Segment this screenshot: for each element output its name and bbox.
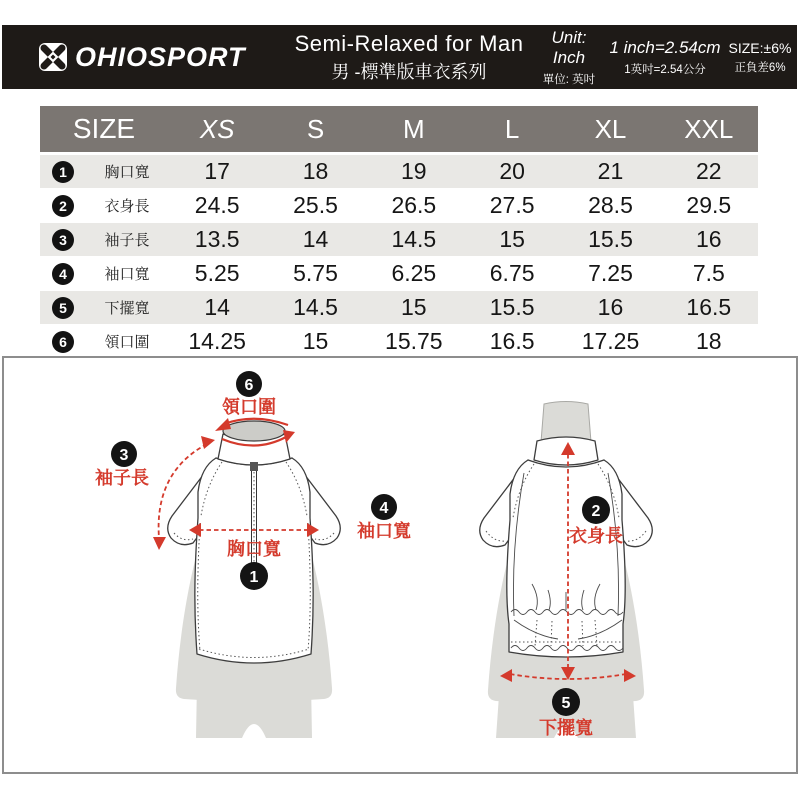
unit-note bbox=[534, 25, 604, 89]
marker-2-number: 2 bbox=[591, 503, 601, 520]
chart-title-zh: 男 -標準版車衣系列 bbox=[331, 61, 487, 82]
cell: 7.25 bbox=[588, 260, 633, 286]
size-table-header bbox=[40, 106, 758, 152]
marker-3-number: 3 bbox=[119, 447, 129, 464]
cell: 14.25 bbox=[188, 328, 246, 354]
cell: 16.5 bbox=[489, 328, 535, 354]
cell: 5.25 bbox=[194, 260, 240, 286]
cell: 15 bbox=[302, 328, 329, 354]
sleeve-length-label: 袖子長 bbox=[95, 468, 149, 488]
marker-5-number: 5 bbox=[561, 695, 571, 712]
size-header-label: SIZE bbox=[72, 113, 136, 144]
cell: 6.75 bbox=[489, 260, 535, 286]
cell: 14 bbox=[204, 294, 230, 320]
col-header-xs: XS bbox=[199, 113, 235, 144]
col-header-m: M bbox=[402, 113, 425, 144]
chest-width-label: 胸口寬 bbox=[227, 539, 281, 559]
row-label: 胸口寬 bbox=[104, 164, 150, 181]
cell: 19 bbox=[401, 158, 427, 184]
cell: 15.75 bbox=[385, 328, 443, 354]
marker-4-number: 4 bbox=[379, 500, 389, 517]
cell: 14.5 bbox=[391, 226, 437, 252]
tolerance-note-zh: 正負差6% bbox=[734, 61, 786, 74]
cell: 18 bbox=[696, 328, 722, 354]
cell: 24.5 bbox=[194, 192, 240, 218]
cell: 7.5 bbox=[692, 260, 725, 286]
row-number-badge: 4 bbox=[52, 263, 74, 285]
chart-title bbox=[280, 25, 538, 89]
cell: 13.5 bbox=[194, 226, 240, 252]
table-row-sleeve-length bbox=[40, 223, 758, 256]
jersey-diagram-svg bbox=[4, 358, 794, 770]
row-label: 領口圍 bbox=[104, 334, 150, 351]
cell: 29.5 bbox=[686, 192, 732, 218]
marker-6-number: 6 bbox=[244, 377, 254, 394]
header-bar bbox=[2, 25, 797, 89]
row-label: 衣身長 bbox=[104, 198, 150, 215]
tolerance-note bbox=[724, 25, 796, 89]
cell: 21 bbox=[597, 158, 624, 184]
cell: 6.25 bbox=[391, 260, 437, 286]
row-number-badge: 2 bbox=[52, 195, 74, 217]
cell: 20 bbox=[499, 158, 525, 184]
cell: 16.5 bbox=[686, 294, 732, 320]
unit-note-zh: 單位: 英吋 bbox=[542, 73, 596, 86]
row-label: 袖子長 bbox=[104, 232, 150, 249]
unit-note-en: Unit: Inch bbox=[551, 27, 587, 67]
table-row-body-length bbox=[40, 189, 758, 222]
row-number-badge: 5 bbox=[52, 297, 74, 319]
cell: 15.5 bbox=[489, 294, 535, 320]
table-row-chest bbox=[40, 155, 758, 188]
table-row-collar-girth bbox=[40, 325, 758, 358]
collar-girth-label: 領口圍 bbox=[222, 397, 276, 417]
body-length-label: 衣身長 bbox=[569, 526, 623, 546]
marker-1-number: 1 bbox=[249, 569, 259, 586]
cell: 15 bbox=[499, 226, 525, 252]
hem-width-label: 下擺寬 bbox=[539, 718, 593, 738]
row-number-badge: 1 bbox=[52, 161, 74, 183]
conversion-note-zh: 1英吋=2.54公分 bbox=[624, 63, 706, 76]
col-header-xl: XL bbox=[594, 113, 627, 144]
conversion-note bbox=[609, 25, 721, 89]
cuff-width-label: 袖口寬 bbox=[357, 521, 411, 541]
table-row-hem-width bbox=[40, 291, 758, 324]
col-header-xxl: XXL bbox=[684, 113, 734, 144]
col-header-l: L bbox=[504, 113, 520, 144]
row-label: 下擺寬 bbox=[104, 300, 150, 317]
cell: 25.5 bbox=[293, 192, 338, 218]
cell: 14 bbox=[302, 226, 329, 252]
row-number-badge: 6 bbox=[52, 331, 74, 353]
row-label: 袖口寬 bbox=[104, 266, 150, 283]
cell: 16 bbox=[597, 294, 624, 320]
cell: 17 bbox=[204, 158, 230, 184]
size-table bbox=[40, 106, 758, 359]
brand-logo bbox=[38, 25, 246, 89]
cell: 22 bbox=[696, 158, 722, 184]
cell: 15.5 bbox=[588, 226, 633, 252]
table-row-cuff-width bbox=[40, 257, 758, 290]
measurement-diagram bbox=[2, 356, 798, 774]
cell: 5.75 bbox=[293, 260, 338, 286]
cell: 28.5 bbox=[588, 192, 633, 218]
tolerance-note-en: SIZE:±6% bbox=[728, 39, 792, 56]
cell: 26.5 bbox=[391, 192, 437, 218]
brand-name: OHIOSPORT bbox=[75, 41, 246, 72]
cell: 27.5 bbox=[489, 192, 535, 218]
brand-logo-icon bbox=[38, 42, 68, 72]
cell: 15 bbox=[401, 294, 427, 320]
cell: 16 bbox=[696, 226, 722, 252]
cell: 17.25 bbox=[581, 328, 640, 354]
cell: 14.5 bbox=[293, 294, 338, 320]
conversion-note-en: 1 inch=2.54cm bbox=[609, 37, 721, 57]
col-header-s: S bbox=[306, 113, 325, 144]
row-number-badge: 3 bbox=[52, 229, 74, 251]
cell: 18 bbox=[302, 158, 329, 184]
chart-title-en: Semi-Relaxed for Man bbox=[294, 30, 524, 56]
